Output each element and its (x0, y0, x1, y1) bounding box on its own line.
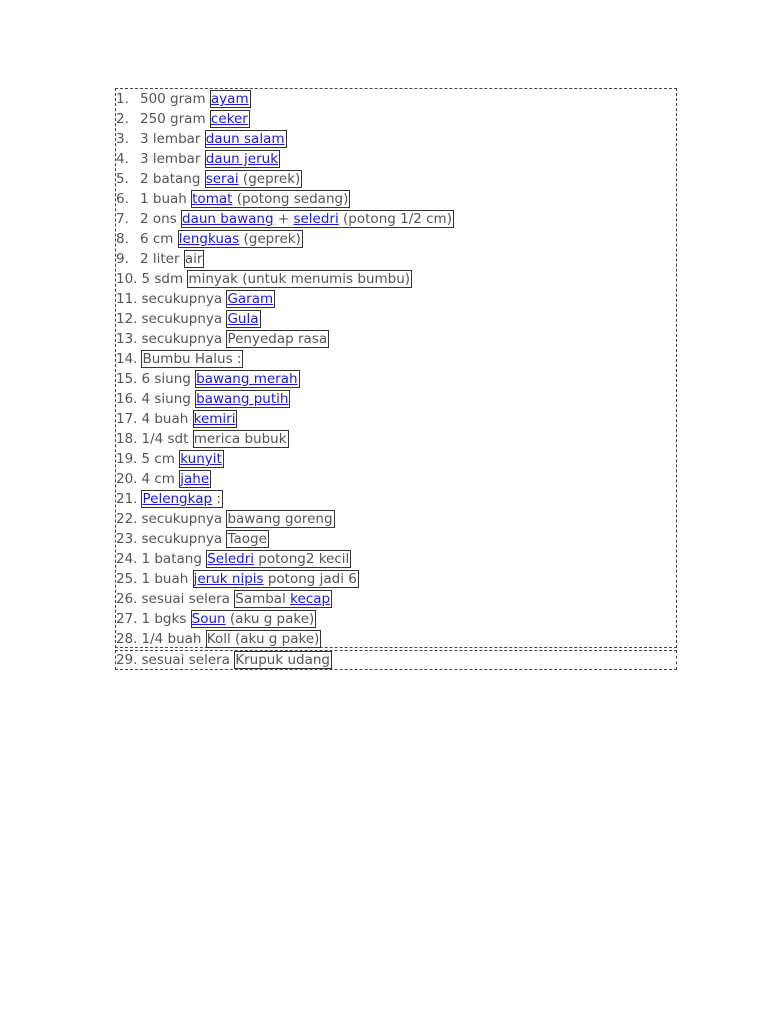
item-number: 12. (116, 311, 138, 327)
item-number: 23. (116, 531, 138, 547)
item-number: 26. (116, 591, 138, 607)
ingredient-row (116, 650, 332, 670)
item-quantity: secukupnya (141, 531, 223, 547)
ingredient-link[interactable]: ayam (210, 91, 249, 107)
ingredient-text: + (273, 211, 294, 227)
ingredient-name-box (195, 370, 299, 388)
ingredient-row (116, 309, 261, 329)
ingredient-row (116, 109, 250, 129)
item-number: 8. (116, 231, 129, 247)
item-quantity: 4 cm (141, 471, 175, 487)
ingredient-name-box (141, 350, 243, 368)
ingredient-name-box (193, 570, 359, 588)
ingredient-text: (geprek) (238, 171, 301, 187)
ingredient-link[interactable]: tomat (192, 191, 233, 207)
ingredient-row (116, 489, 223, 509)
ingredient-name-box (179, 450, 224, 468)
ingredient-name-box (210, 90, 251, 108)
ingredient-name-box (184, 250, 205, 268)
item-quantity: 5 sdm (141, 271, 184, 287)
ingredient-row (116, 569, 359, 589)
item-quantity: 6 siung (141, 371, 191, 387)
ingredient-name-box (181, 210, 454, 228)
item-quantity: 4 buah (141, 411, 189, 427)
ingredient-text: (potong 1/2 cm) (338, 211, 452, 227)
item-quantity: 5 cm (141, 451, 175, 467)
item-number: 5. (116, 171, 129, 187)
item-number: 29. (116, 652, 138, 668)
item-number: 9. (116, 251, 129, 267)
ingredient-text: Krupuk udang (235, 652, 330, 668)
ingredient-name-box (226, 290, 275, 308)
item-number: 1. (116, 91, 129, 107)
item-number: 13. (116, 331, 138, 347)
ingredient-name-box (210, 110, 250, 128)
item-quantity: 1 buah (141, 571, 189, 587)
ingredient-row (116, 529, 269, 549)
item-number: 2. (116, 111, 129, 127)
ingredient-name-box (193, 410, 238, 428)
ingredient-link[interactable]: lengkuas (178, 231, 240, 247)
ingredient-link[interactable]: jeruk nipis (193, 571, 264, 587)
ingredient-text: merica bubuk (193, 431, 287, 447)
ingredient-text: : (212, 491, 221, 507)
ingredient-name-box (179, 470, 211, 488)
ingredient-link[interactable]: kecap (290, 591, 331, 607)
ingredient-text: bawang goreng (227, 511, 333, 527)
item-number: 4. (116, 151, 129, 167)
item-number: 28. (116, 631, 138, 647)
ingredient-link[interactable]: Seledri (207, 551, 255, 567)
ingredient-row (116, 589, 332, 609)
item-number: 17. (116, 411, 138, 427)
ingredient-row (116, 89, 251, 109)
ingredient-link[interactable]: Gula (227, 311, 259, 327)
item-quantity: 3 lembar (140, 131, 201, 147)
ingredient-link[interactable]: bawang putih (196, 391, 289, 407)
item-quantity: secukupnya (141, 291, 223, 307)
ingredient-row (116, 289, 275, 309)
ingredient-row (116, 169, 302, 189)
ingredient-row (116, 509, 335, 529)
ingredient-row (116, 249, 204, 269)
ingredient-text: minyak (untuk menumis bumbu) (188, 271, 411, 287)
ingredient-text: (aku g pake) (225, 611, 315, 627)
ingredient-row (116, 349, 243, 369)
item-number: 6. (116, 191, 129, 207)
ingredient-row (116, 629, 321, 649)
ingredient-row (116, 229, 303, 249)
ingredient-link[interactable]: ceker (210, 111, 248, 127)
ingredient-row (116, 149, 280, 169)
item-number: 25. (116, 571, 138, 587)
item-quantity: 4 siung (141, 391, 191, 407)
item-number: 16. (116, 391, 138, 407)
item-number: 10. (116, 271, 138, 287)
ingredient-text: potong2 kecil (254, 551, 350, 567)
ingredient-text: (potong sedang) (232, 191, 349, 207)
item-quantity: 6 cm (140, 231, 174, 247)
ingredient-name-box (187, 270, 412, 288)
item-number: 3. (116, 131, 129, 147)
ingredient-text: Taoge (227, 531, 267, 547)
ingredient-link[interactable]: serai (205, 171, 239, 187)
ingredient-name-box (141, 490, 222, 508)
ingredient-name-box (206, 550, 351, 568)
item-number: 21. (116, 491, 138, 507)
ingredient-row (116, 449, 224, 469)
ingredient-text: potong jadi 6 (263, 571, 357, 587)
ingredient-text: Penyedap rasa (227, 331, 328, 347)
ingredient-link[interactable]: Garam (227, 291, 274, 307)
item-quantity: 250 gram (140, 111, 206, 127)
ingredient-name-box (226, 330, 329, 348)
ingredient-name-box (226, 530, 268, 548)
ingredient-name-box (178, 230, 303, 248)
ingredient-name-box (205, 130, 287, 148)
item-number: 19. (116, 451, 138, 467)
item-quantity: secukupnya (141, 311, 223, 327)
ingredient-name-box (234, 590, 332, 608)
item-number: 20. (116, 471, 138, 487)
ingredient-row (116, 469, 211, 489)
ingredient-text: Bumbu Halus : (142, 351, 242, 367)
ingredient-link[interactable]: kemiri (193, 411, 236, 427)
ingredient-text: air (184, 251, 203, 267)
ingredient-row (116, 429, 289, 449)
ingredient-name-box (226, 510, 334, 528)
item-quantity: 3 lembar (140, 151, 201, 167)
item-quantity: sesuai selera (141, 652, 230, 668)
item-quantity: 1/4 sdt (141, 431, 189, 447)
item-quantity: secukupnya (141, 331, 223, 347)
item-number: 24. (116, 551, 138, 567)
ingredient-link[interactable]: seledri (293, 211, 339, 227)
item-number: 22. (116, 511, 138, 527)
ingredient-row (116, 389, 290, 409)
ingredient-name-box (205, 170, 303, 188)
ingredient-row (116, 369, 300, 389)
item-number: 27. (116, 611, 138, 627)
ingredient-row (116, 609, 316, 629)
ingredient-link[interactable]: bawang merah (196, 371, 298, 387)
ingredient-name-box (193, 430, 289, 448)
ingredient-row (116, 549, 351, 569)
ingredient-name-box (206, 630, 322, 648)
item-quantity: 2 liter (140, 251, 180, 267)
ingredient-link[interactable]: Soun (191, 611, 226, 627)
item-number: 7. (116, 211, 129, 227)
ingredient-text: (geprek) (239, 231, 301, 247)
ingredient-text: Koll (aku g pake) (206, 631, 320, 647)
item-quantity: sesuai selera (141, 591, 230, 607)
ingredient-link[interactable]: daun bawang (182, 211, 274, 227)
ingredient-link[interactable]: kunyit (180, 451, 222, 467)
ingredient-name-box (205, 150, 280, 168)
item-number: 18. (116, 431, 138, 447)
ingredient-link[interactable]: daun jeruk (205, 151, 279, 167)
ingredient-row (116, 409, 237, 429)
ingredient-name-box (191, 610, 317, 628)
item-quantity: 1 batang (141, 551, 202, 567)
item-quantity: 500 gram (140, 91, 206, 107)
ingredient-text: Sambal (235, 591, 291, 607)
item-quantity: 1 buah (140, 191, 187, 207)
item-quantity: 2 batang (140, 171, 201, 187)
ingredient-link[interactable]: jahe (180, 471, 210, 487)
ingredient-name-box (195, 390, 290, 408)
item-quantity: 1/4 buah (141, 631, 202, 647)
ingredient-link[interactable]: daun salam (205, 131, 285, 147)
ingredient-link[interactable]: Pelengkap (142, 491, 213, 507)
item-number: 14. (116, 351, 138, 367)
ingredient-row (116, 269, 412, 289)
ingredient-name-box (226, 310, 260, 328)
item-quantity: 1 bgks (141, 611, 187, 627)
ingredient-name-box (234, 651, 332, 669)
item-quantity: secukupnya (141, 511, 223, 527)
ingredient-row (116, 129, 287, 149)
ingredient-row (116, 209, 454, 229)
item-quantity: 2 ons (140, 211, 177, 227)
item-number: 15. (116, 371, 138, 387)
item-number: 11. (116, 291, 138, 307)
ingredient-name-box (191, 190, 350, 208)
ingredient-row (116, 329, 329, 349)
ingredient-row (116, 189, 350, 209)
